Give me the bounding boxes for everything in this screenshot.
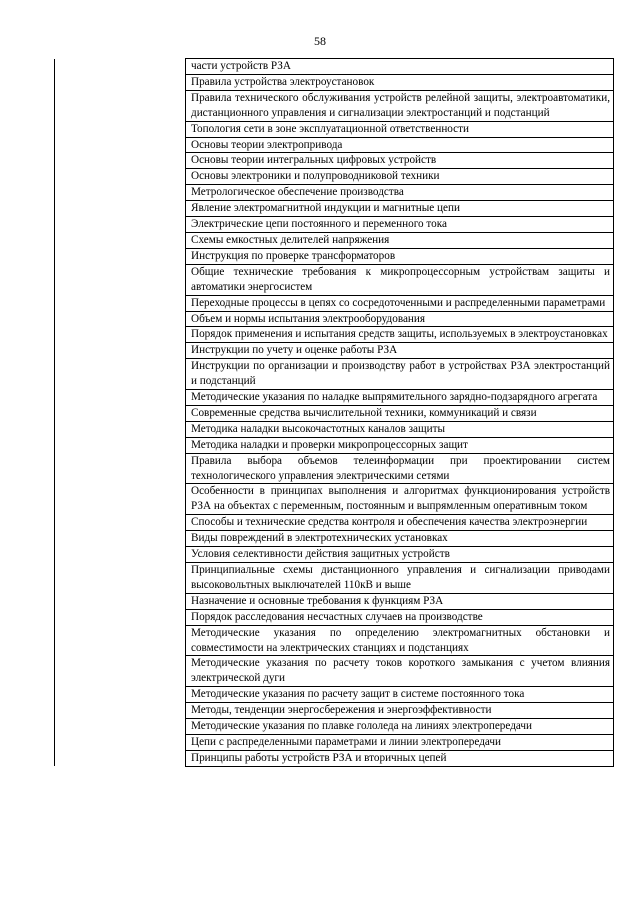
table-cell-text: Методические указания по расчету токов короткого замыкания с учетом влияния электрической дуги — [186, 656, 614, 687]
table-cell-text: Назначение и основные требования к функциям РЗА — [186, 593, 614, 609]
table-cell-text: Общие технические требования к микропроцессорным устройствам защиты и автоматики энергосистем — [186, 264, 614, 295]
table-cell-text: Порядок применения и испытания средств защиты, используемых в электроустановках — [186, 327, 614, 343]
table-cell-text: Методика наладки высокочастотных каналов защиты — [186, 421, 614, 437]
table-cell-text: части устройств РЗА — [186, 59, 614, 75]
table-cell-text: Инструкция по проверке трансформаторов — [186, 248, 614, 264]
table-cell-text: Инструкции по учету и оценке работы РЗА — [186, 343, 614, 359]
table-cell-text: Основы теории электропривода — [186, 137, 614, 153]
table-cell-text: Виды повреждений в электротехнических установках — [186, 531, 614, 547]
table-cell-text: Принципиальные схемы дистанционного управления и сигнализации приводами высоковольтных выключателей 110кВ и выше — [186, 563, 614, 594]
table-cell-text: Принципы работы устройств РЗА и вторичных цепей — [186, 750, 614, 766]
table-cell-text: Методика наладки и проверки микропроцессорных защит — [186, 437, 614, 453]
table-cell-text: Основы теории интегральных цифровых устройств — [186, 153, 614, 169]
table-body — [55, 59, 614, 767]
table-row — [55, 59, 614, 75]
table-cell-text: Условия селективности действия защитных устройств — [186, 547, 614, 563]
table-cell-text: Электрические цепи постоянного и переменного тока — [186, 217, 614, 233]
left-column-cell — [55, 59, 186, 767]
page-number: 58 — [314, 34, 326, 48]
table-cell-text: Порядок расследования несчастных случаев на производстве — [186, 609, 614, 625]
table-cell-text: Современные средства вычислительной техники, коммуникаций и связи — [186, 405, 614, 421]
table-cell-text: Явление электромагнитной индукции и магнитные цепи — [186, 201, 614, 217]
table-cell-text: Методические указания по плавке гололеда на линиях электропередачи — [186, 719, 614, 735]
table-cell-text: Правила выбора объемов телеинформации при проектировании систем технологического управления электрическими сетями — [186, 453, 614, 484]
table-cell-text: Схемы емкостных делителей напряжения — [186, 232, 614, 248]
knowledge-table — [54, 58, 614, 767]
table-cell-text: Методические указания по наладке выпрямительного зарядно-подзарядного агрегата — [186, 390, 614, 406]
table-cell-text: Особенности в принципах выполнения и алгоритмах функционирования устройств РЗА на объектах с переменным, постоянным и выпрямленным оперативным током — [186, 484, 614, 515]
table-cell-text: Топология сети в зоне эксплуатационной ответственности — [186, 121, 614, 137]
table-cell-text: Основы электроники и полупроводниковой техники — [186, 169, 614, 185]
table-cell-text: Правила технического обслуживания устройств релейной защиты, электроавтоматики, дистанционного управления и сигнализации электростанций и подстанций — [186, 90, 614, 121]
table-cell-text: Цепи с распределенными параметрами и линии электропередачи — [186, 734, 614, 750]
table-cell-text: Методические указания по определению электромагнитных обстановки и совместимости на электрических станциях и подстанциях — [186, 625, 614, 656]
table-cell-text: Методы, тенденции энергосбережения и энергоэффективности — [186, 703, 614, 719]
table-cell-text: Объем и нормы испытания электрооборудования — [186, 311, 614, 327]
table-cell-text: Правила устройства электроустановок — [186, 74, 614, 90]
table-cell-text: Переходные процессы в цепях со сосредоточенными и распределенными параметрами — [186, 295, 614, 311]
table-cell-text: Метрологическое обеспечение производства — [186, 185, 614, 201]
table-cell-text: Методические указания по расчету защит в системе постоянного тока — [186, 687, 614, 703]
table-cell-text: Инструкции по организации и производству работ в устройствах РЗА электростанций и подстанций — [186, 359, 614, 390]
table-cell-text: Способы и технические средства контроля и обеспечения качества электроэнергии — [186, 515, 614, 531]
